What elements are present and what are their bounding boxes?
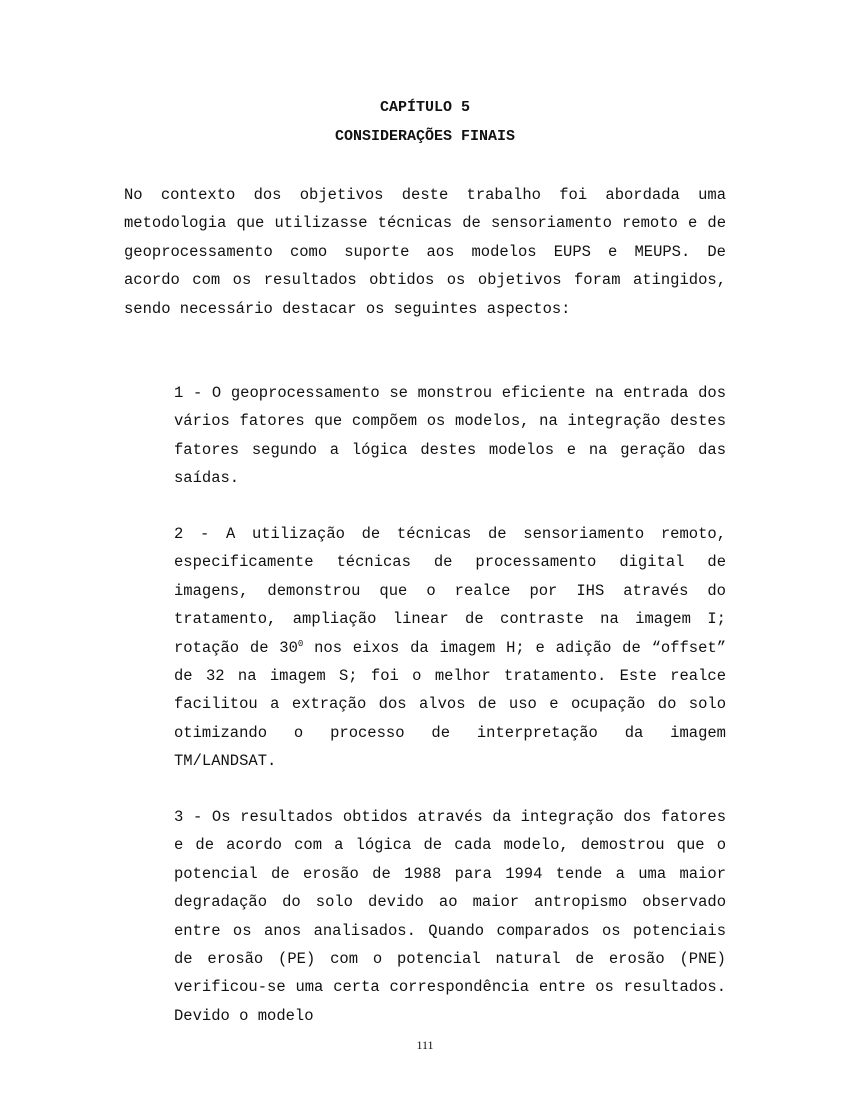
chapter-title: CONSIDERAÇÕES FINAIS xyxy=(334,128,516,145)
intro-paragraph: No contexto dos objetivos deste trabalho foi abordada uma metodologia que utilizasse técnicas de sensoriamento remoto e de geoprocessamento como suporte aos modelos EUPS e MEUPS. De acordo com os resultados obtidos os objetivos foram atingidos, sendo necessário destacar os seguintes aspectos: xyxy=(124,186,726,318)
chapter-label: CAPÍTULO 5 xyxy=(379,99,470,116)
page-number: 111 xyxy=(416,1038,434,1052)
finding-item-1: 1 - O geoprocessamento se monstrou eficiente na entrada dos vários fatores que compõem os modelos, na integração destes fatores segundo a lógica destes modelos e na geração das saídas. xyxy=(174,384,726,488)
finding-item-3: 3 - Os resultados obtidos através da integração dos fatores e de acordo com a lógica de cada modelo, demostrou que o potencial de erosão de 1988 para 1994 tende a uma maior degradação do solo devido ao maior antropismo observado entre os anos analisados. Quando comparados os potenciais de erosão (PE) com o potencial natural de erosão (PNE) verificou-se uma certa correspondência entre os resultados. Devido o modelo xyxy=(174,808,726,1025)
finding-item-2-text-after: nos eixos da imagem H; e adição de “offset” de 32 na imagem S; foi o melhor tratamento. Este realce facilitou a extração dos alvos de uso e ocupação do solo otimizando o processo de interpretação da imagem TM/LANDSAT. xyxy=(174,638,726,771)
finding-item-2-text-before: 2 - A utilização de técnicas de sensoriamento remoto, especificamente técnicas de processamento digital de imagens, demonstrou que o realce por IHS através do tratamento, ampliação linear de contraste na imagem I; rotação de 30 xyxy=(174,525,726,657)
finding-item-2 xyxy=(174,520,726,776)
degree-superscript: 0 xyxy=(297,638,304,649)
